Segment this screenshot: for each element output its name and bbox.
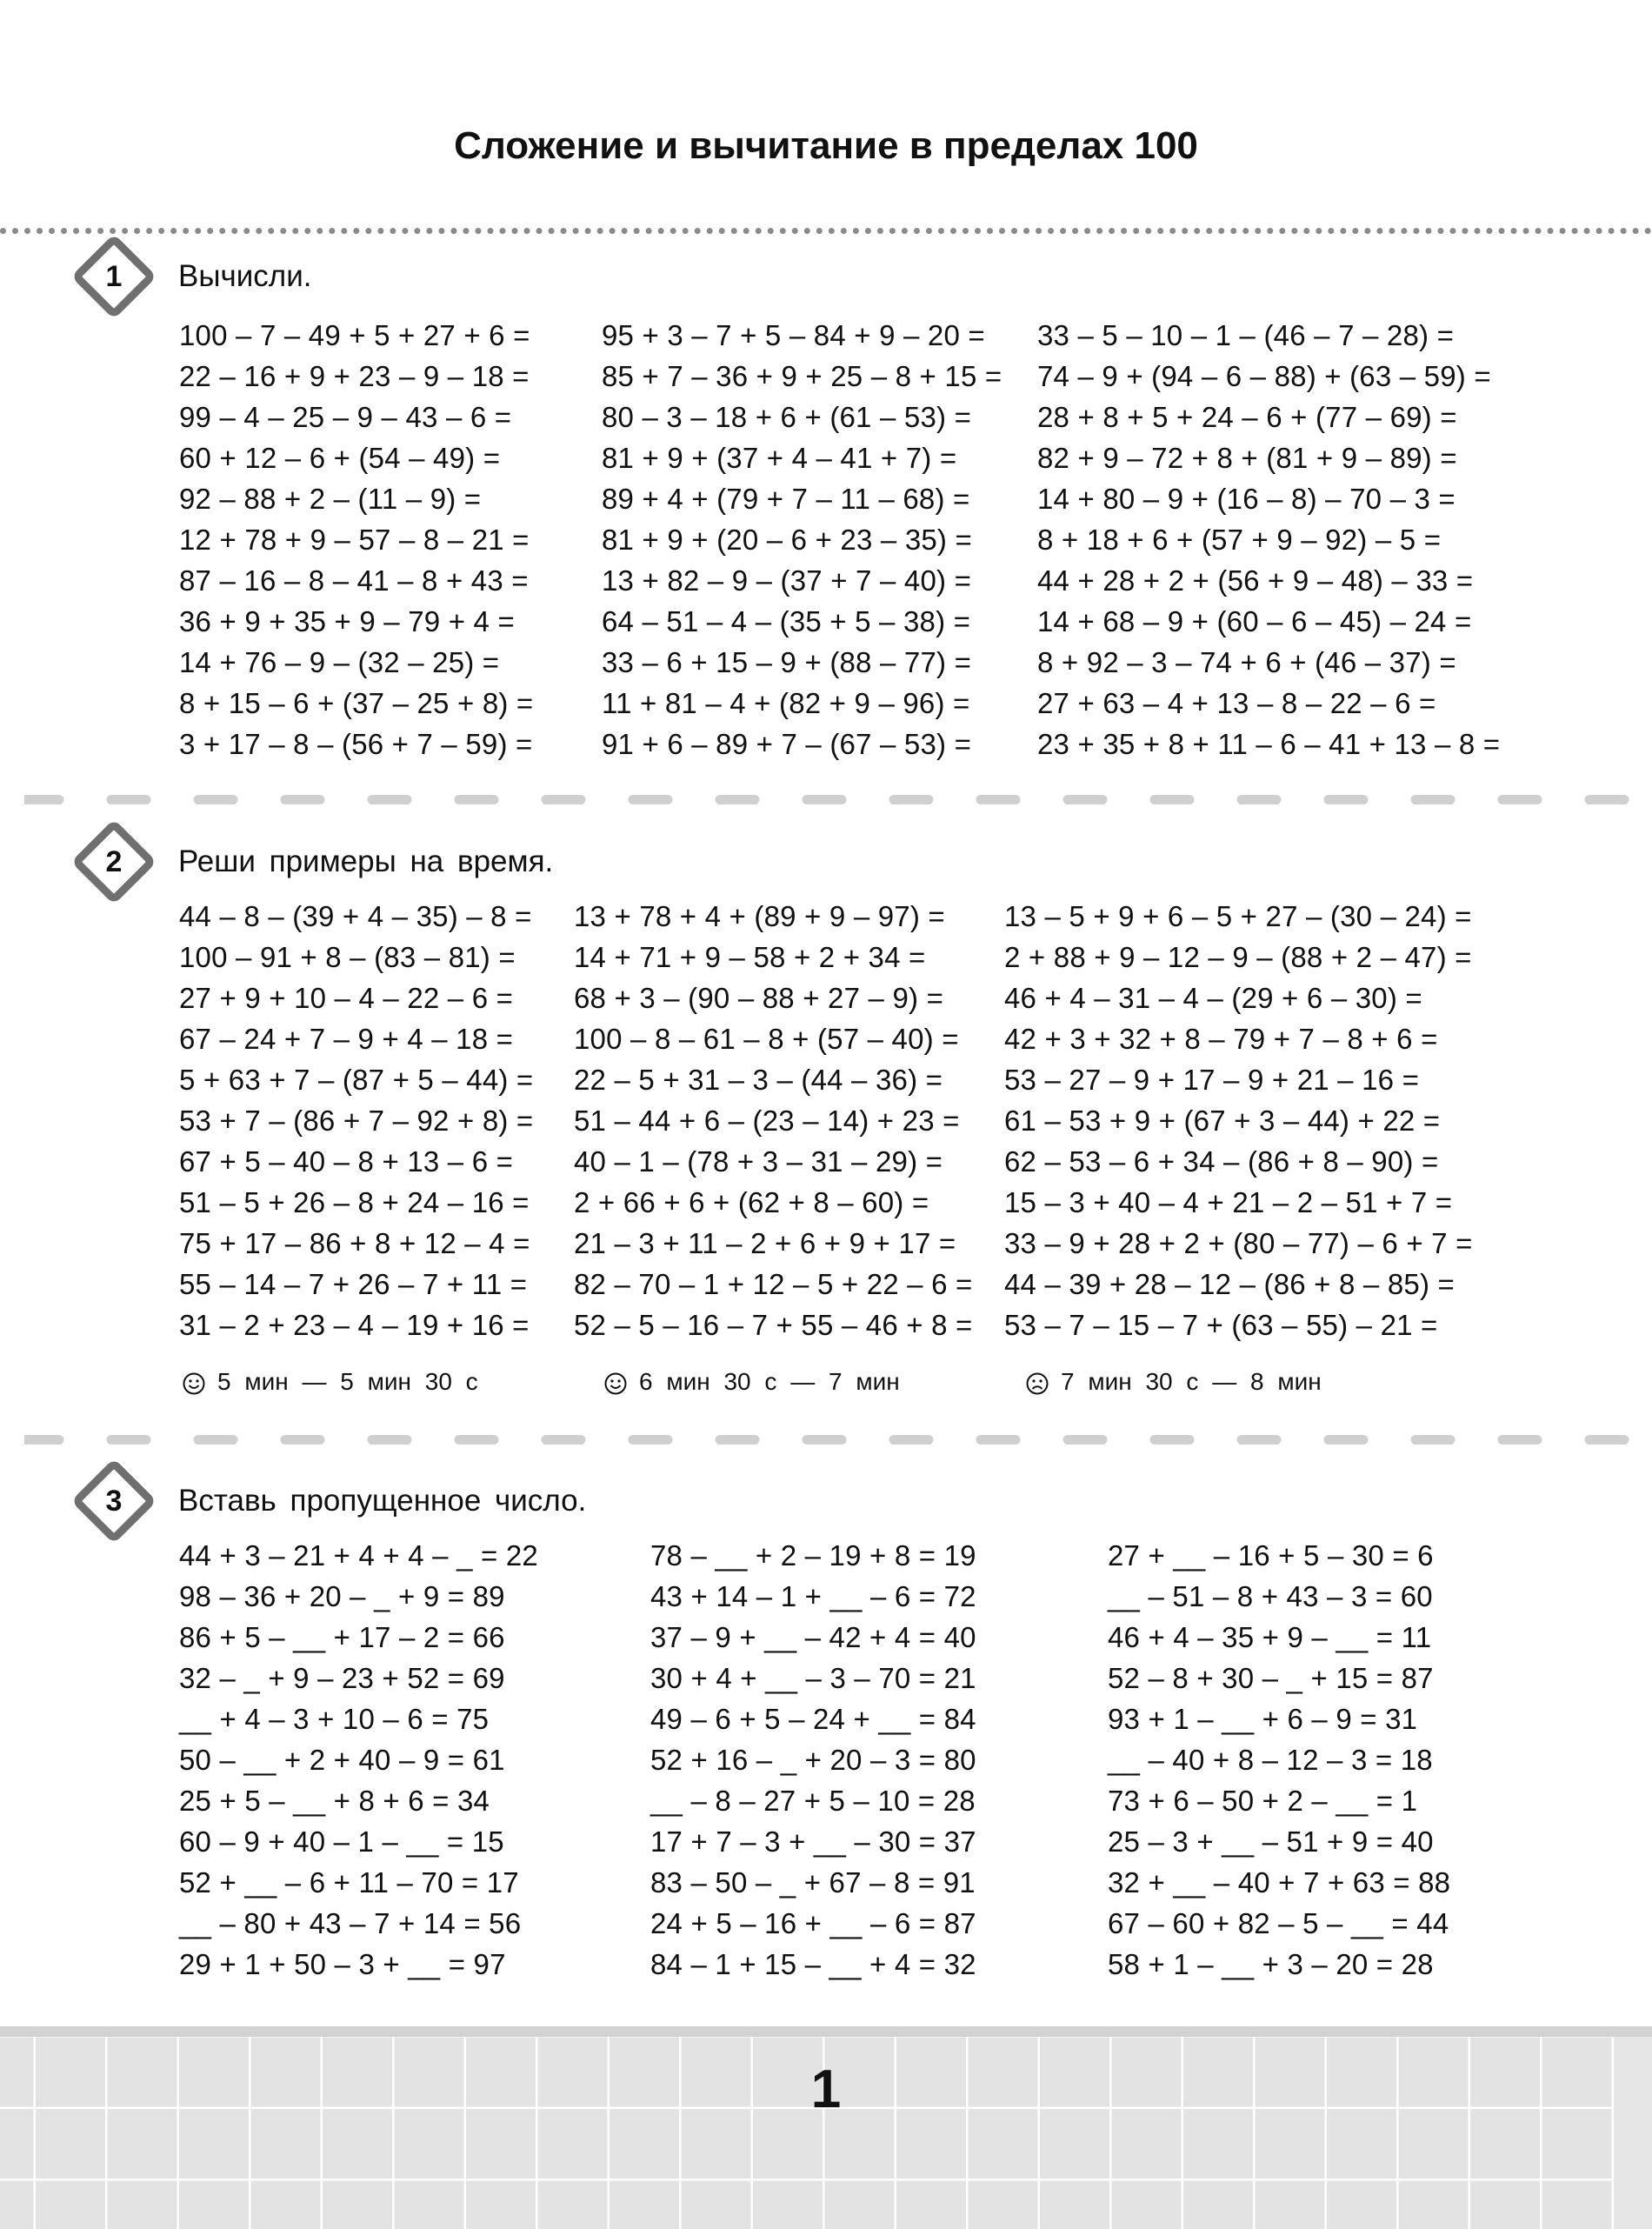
expression: 21 – 3 + 11 – 2 + 6 + 9 + 17 = <box>574 1227 956 1259</box>
expression: 5 + 63 + 7 – (87 + 5 – 44) = <box>179 1064 534 1096</box>
expression-column <box>179 1535 538 1985</box>
expression: 15 – 3 + 40 – 4 + 21 – 2 – 51 + 7 = <box>1004 1186 1453 1218</box>
expression: 31 – 2 + 23 – 4 – 19 + 16 = <box>179 1309 530 1341</box>
expression: 2 + 88 + 9 – 12 – 9 – (88 + 2 – 47) = <box>1004 941 1472 973</box>
expression: 64 – 51 – 4 – (35 + 5 – 38) = <box>602 605 971 637</box>
expression: 98 – 36 + 20 – _ + 9 = 89 <box>179 1580 505 1612</box>
expression: 30 + 4 + __ – 3 – 70 = 21 <box>650 1662 976 1694</box>
expression: 43 + 14 – 1 + __ – 6 = 72 <box>650 1580 976 1612</box>
expression: 29 + 1 + 50 – 3 + __ = 97 <box>179 1948 506 1980</box>
expression: 23 + 35 + 8 + 11 – 6 – 41 + 13 – 8 = <box>1037 728 1501 760</box>
page-number: 1 <box>810 2059 842 2119</box>
expression: 33 – 9 + 28 + 2 + (80 – 77) – 6 + 7 = <box>1004 1227 1473 1259</box>
task-number: 1 <box>105 260 123 293</box>
expression: 13 + 82 – 9 – (37 + 7 – 40) = <box>602 564 972 597</box>
expression: 87 – 16 – 8 – 41 – 8 + 43 = <box>179 564 529 597</box>
expression: 68 + 3 – (90 – 88 + 27 – 9) = <box>574 982 944 1014</box>
expression: __ – 80 + 43 – 7 + 14 = 56 <box>179 1907 522 1939</box>
expression: 25 – 3 + __ – 51 + 9 = 40 <box>1108 1825 1434 1858</box>
expression: 36 + 9 + 35 + 9 – 79 + 4 = <box>179 605 515 637</box>
expression: 14 + 68 – 9 + (60 – 6 – 45) – 24 = <box>1037 605 1472 637</box>
expression: 8 + 18 + 6 + (57 + 9 – 92) – 5 = <box>1037 524 1442 556</box>
expression-column <box>650 1535 976 1985</box>
expression: 8 + 15 – 6 + (37 – 25 + 8) = <box>179 687 534 719</box>
expression: 49 – 6 + 5 – 24 + __ = 84 <box>650 1703 976 1735</box>
expression: 44 + 28 + 2 + (56 + 9 – 48) – 33 = <box>1037 564 1474 597</box>
expression: 17 + 7 – 3 + __ – 30 = 37 <box>650 1825 976 1858</box>
dotted-divider <box>0 228 1652 234</box>
expression: 27 + 63 – 4 + 13 – 8 – 22 – 6 = <box>1037 687 1436 719</box>
expression: 52 – 5 – 16 – 7 + 55 – 46 + 8 = <box>574 1309 973 1341</box>
expression-column <box>179 896 533 1345</box>
timer-range <box>604 1363 900 1401</box>
expression: 82 + 9 – 72 + 8 + (81 + 9 – 89) = <box>1037 442 1457 474</box>
task-heading: Реши примеры на время. <box>178 844 554 878</box>
sad-face-icon <box>1026 1372 1049 1395</box>
expression: 80 – 3 – 18 + 6 + (61 – 53) = <box>602 401 972 433</box>
expression-column <box>1037 315 1500 764</box>
expression: 75 + 17 – 86 + 8 + 12 – 4 = <box>179 1227 530 1259</box>
expression: 81 + 9 + (20 – 6 + 23 – 35) = <box>602 524 972 556</box>
expression-column <box>602 315 1002 764</box>
expression: 44 + 3 – 21 + 4 + 4 – _ = 22 <box>179 1539 538 1572</box>
expression: 60 + 12 – 6 + (54 – 49) = <box>179 442 501 474</box>
expression: 53 – 7 – 15 – 7 + (63 – 55) – 21 = <box>1004 1309 1438 1341</box>
expression: 55 – 14 – 7 + 26 – 7 + 11 = <box>179 1268 528 1300</box>
task-number-badge <box>77 239 151 314</box>
expression: 53 – 27 – 9 + 17 – 9 + 21 – 16 = <box>1004 1064 1420 1096</box>
expression: 25 + 5 – __ + 8 + 6 = 34 <box>179 1785 490 1817</box>
expression: 2 + 66 + 6 + (62 + 8 – 60) = <box>574 1186 929 1218</box>
expression: 32 – _ + 9 – 23 + 52 = 69 <box>179 1662 505 1694</box>
expression: 32 + __ – 40 + 7 + 63 = 88 <box>1108 1866 1451 1899</box>
expression-column <box>1108 1535 1450 1985</box>
expression: 100 – 7 – 49 + 5 + 27 + 6 = <box>179 319 530 351</box>
expression: 13 + 78 + 4 + (89 + 9 – 97) = <box>574 900 945 932</box>
timer-text: 5 мин — 5 мин 30 с <box>217 1368 478 1395</box>
expression: 28 + 8 + 5 + 24 – 6 + (77 – 69) = <box>1037 401 1457 433</box>
expression: 51 – 5 + 26 – 8 + 24 – 16 = <box>179 1186 530 1218</box>
expression: 83 – 50 – _ + 67 – 8 = 91 <box>650 1866 976 1899</box>
expression: 12 + 78 + 9 – 57 – 8 – 21 = <box>179 524 530 556</box>
expression: 3 + 17 – 8 – (56 + 7 – 59) = <box>179 728 533 760</box>
task-number-badge <box>77 824 151 899</box>
expression: __ + 4 – 3 + 10 – 6 = 75 <box>179 1703 490 1735</box>
expression: 33 – 5 – 10 – 1 – (46 – 7 – 28) = <box>1037 319 1455 351</box>
timer-text: 7 мин 30 с — 8 мин <box>1061 1368 1322 1395</box>
task-number: 2 <box>105 845 123 878</box>
expression-column <box>179 315 533 764</box>
expression: 42 + 3 + 32 + 8 – 79 + 7 – 8 + 6 = <box>1004 1023 1438 1055</box>
expression: 14 + 71 + 9 – 58 + 2 + 34 = <box>574 941 926 973</box>
expression: 92 – 88 + 2 – (11 – 9) = <box>179 483 482 515</box>
expression: 62 – 53 – 6 + 34 – (86 + 8 – 90) = <box>1004 1145 1439 1178</box>
expression: 27 + 9 + 10 – 4 – 22 – 6 = <box>179 982 514 1014</box>
expression: 14 + 76 – 9 – (32 – 25) = <box>179 646 500 678</box>
expression: __ – 40 + 8 – 12 – 3 = 18 <box>1108 1744 1433 1776</box>
expression: __ – 51 – 8 + 43 – 3 = 60 <box>1108 1580 1433 1612</box>
expression: 8 + 92 – 3 – 74 + 6 + (46 – 37) = <box>1037 646 1456 678</box>
expression: 84 – 1 + 15 – __ + 4 = 32 <box>650 1948 976 1980</box>
expression: 52 + __ – 6 + 11 – 70 = 17 <box>179 1866 519 1899</box>
expression: 46 + 4 – 35 + 9 – __ = 11 <box>1108 1621 1432 1653</box>
dashed-divider <box>24 795 1631 804</box>
expression: 100 – 8 – 61 – 8 + (57 – 40) = <box>574 1023 959 1055</box>
timer-range <box>183 1363 478 1401</box>
expression: 93 + 1 – __ + 6 – 9 = 31 <box>1108 1703 1418 1735</box>
expression: 61 – 53 + 9 + (67 + 3 – 44) + 22 = <box>1004 1104 1441 1137</box>
expression: 50 – __ + 2 + 40 – 9 = 61 <box>179 1744 505 1776</box>
expression: 44 – 8 – (39 + 4 – 35) – 8 = <box>179 900 532 932</box>
task-number-badge <box>77 1464 151 1538</box>
dashed-divider <box>24 1435 1631 1445</box>
expression: 85 + 7 – 36 + 9 + 25 – 8 + 15 = <box>602 360 1003 392</box>
expression: 100 – 91 + 8 – (83 – 81) = <box>179 941 516 973</box>
expression: 22 – 5 + 31 – 3 – (44 – 36) = <box>574 1064 943 1096</box>
expression: 24 + 5 – 16 + __ – 6 = 87 <box>650 1907 976 1939</box>
expression: 27 + __ – 16 + 5 – 30 = 6 <box>1108 1539 1434 1572</box>
expression: 52 + 16 – _ + 20 – 3 = 80 <box>650 1744 976 1776</box>
task-heading: Вставь пропущенное число. <box>178 1484 587 1518</box>
expression: 11 + 81 – 4 + (82 + 9 – 96) = <box>602 687 970 719</box>
expression: 40 – 1 – (78 + 3 – 31 – 29) = <box>574 1145 943 1178</box>
expression: 91 + 6 – 89 + 7 – (67 – 53) = <box>602 728 972 760</box>
happy-face-icon <box>183 1372 205 1395</box>
expression-column <box>574 896 973 1345</box>
timer-text: 6 мин 30 с — 7 мин <box>639 1368 900 1395</box>
expression-column <box>1004 896 1473 1345</box>
expression: 74 – 9 + (94 – 6 – 88) + (63 – 59) = <box>1037 360 1491 392</box>
expression: 60 – 9 + 40 – 1 – __ = 15 <box>179 1825 504 1858</box>
expression: 89 + 4 + (79 + 7 – 11 – 68) = <box>602 483 970 515</box>
page-title: Сложение и вычитание в пределах 100 <box>454 124 1198 167</box>
expression: 44 – 39 + 28 – 12 – (86 + 8 – 85) = <box>1004 1268 1455 1300</box>
expression: __ – 8 – 27 + 5 – 10 = 28 <box>650 1785 976 1817</box>
task-number: 3 <box>105 1485 123 1518</box>
expression: 99 – 4 – 25 – 9 – 43 – 6 = <box>179 401 512 433</box>
happy-face-icon <box>604 1372 627 1395</box>
expression: 46 + 4 – 31 – 4 – (29 + 6 – 30) = <box>1004 982 1422 1014</box>
expression: 67 + 5 – 40 – 8 + 13 – 6 = <box>179 1145 514 1178</box>
expression: 67 – 24 + 7 – 9 + 4 – 18 = <box>179 1023 514 1055</box>
expression: 22 – 16 + 9 + 23 – 9 – 18 = <box>179 360 530 392</box>
expression: 14 + 80 – 9 + (16 – 8) – 70 – 3 = <box>1037 483 1455 515</box>
expression: 73 + 6 – 50 + 2 – __ = 1 <box>1108 1785 1418 1817</box>
expression: 13 – 5 + 9 + 6 – 5 + 27 – (30 – 24) = <box>1004 900 1472 932</box>
expression: 37 – 9 + __ – 42 + 4 = 40 <box>650 1621 976 1653</box>
expression: 58 + 1 – __ + 3 – 20 = 28 <box>1108 1948 1434 1980</box>
expression: 86 + 5 – __ + 17 – 2 = 66 <box>179 1621 505 1653</box>
expression: 51 – 44 + 6 – (23 – 14) + 23 = <box>574 1104 960 1137</box>
expression: 78 – __ + 2 – 19 + 8 = 19 <box>650 1539 976 1572</box>
expression: 53 + 7 – (86 + 7 – 92 + 8) = <box>179 1104 534 1137</box>
expression: 33 – 6 + 15 – 9 + (88 – 77) = <box>602 646 972 678</box>
expression: 82 – 70 – 1 + 12 – 5 + 22 – 6 = <box>574 1268 973 1300</box>
expression: 52 – 8 + 30 – _ + 15 = 87 <box>1108 1662 1434 1694</box>
expression: 95 + 3 – 7 + 5 – 84 + 9 – 20 = <box>602 319 985 351</box>
timer-range <box>1026 1363 1322 1401</box>
expression: 81 + 9 + (37 + 4 – 41 + 7) = <box>602 442 957 474</box>
expression: 67 – 60 + 82 – 5 – __ = 44 <box>1108 1907 1449 1939</box>
task-heading: Вычисли. <box>178 259 312 293</box>
